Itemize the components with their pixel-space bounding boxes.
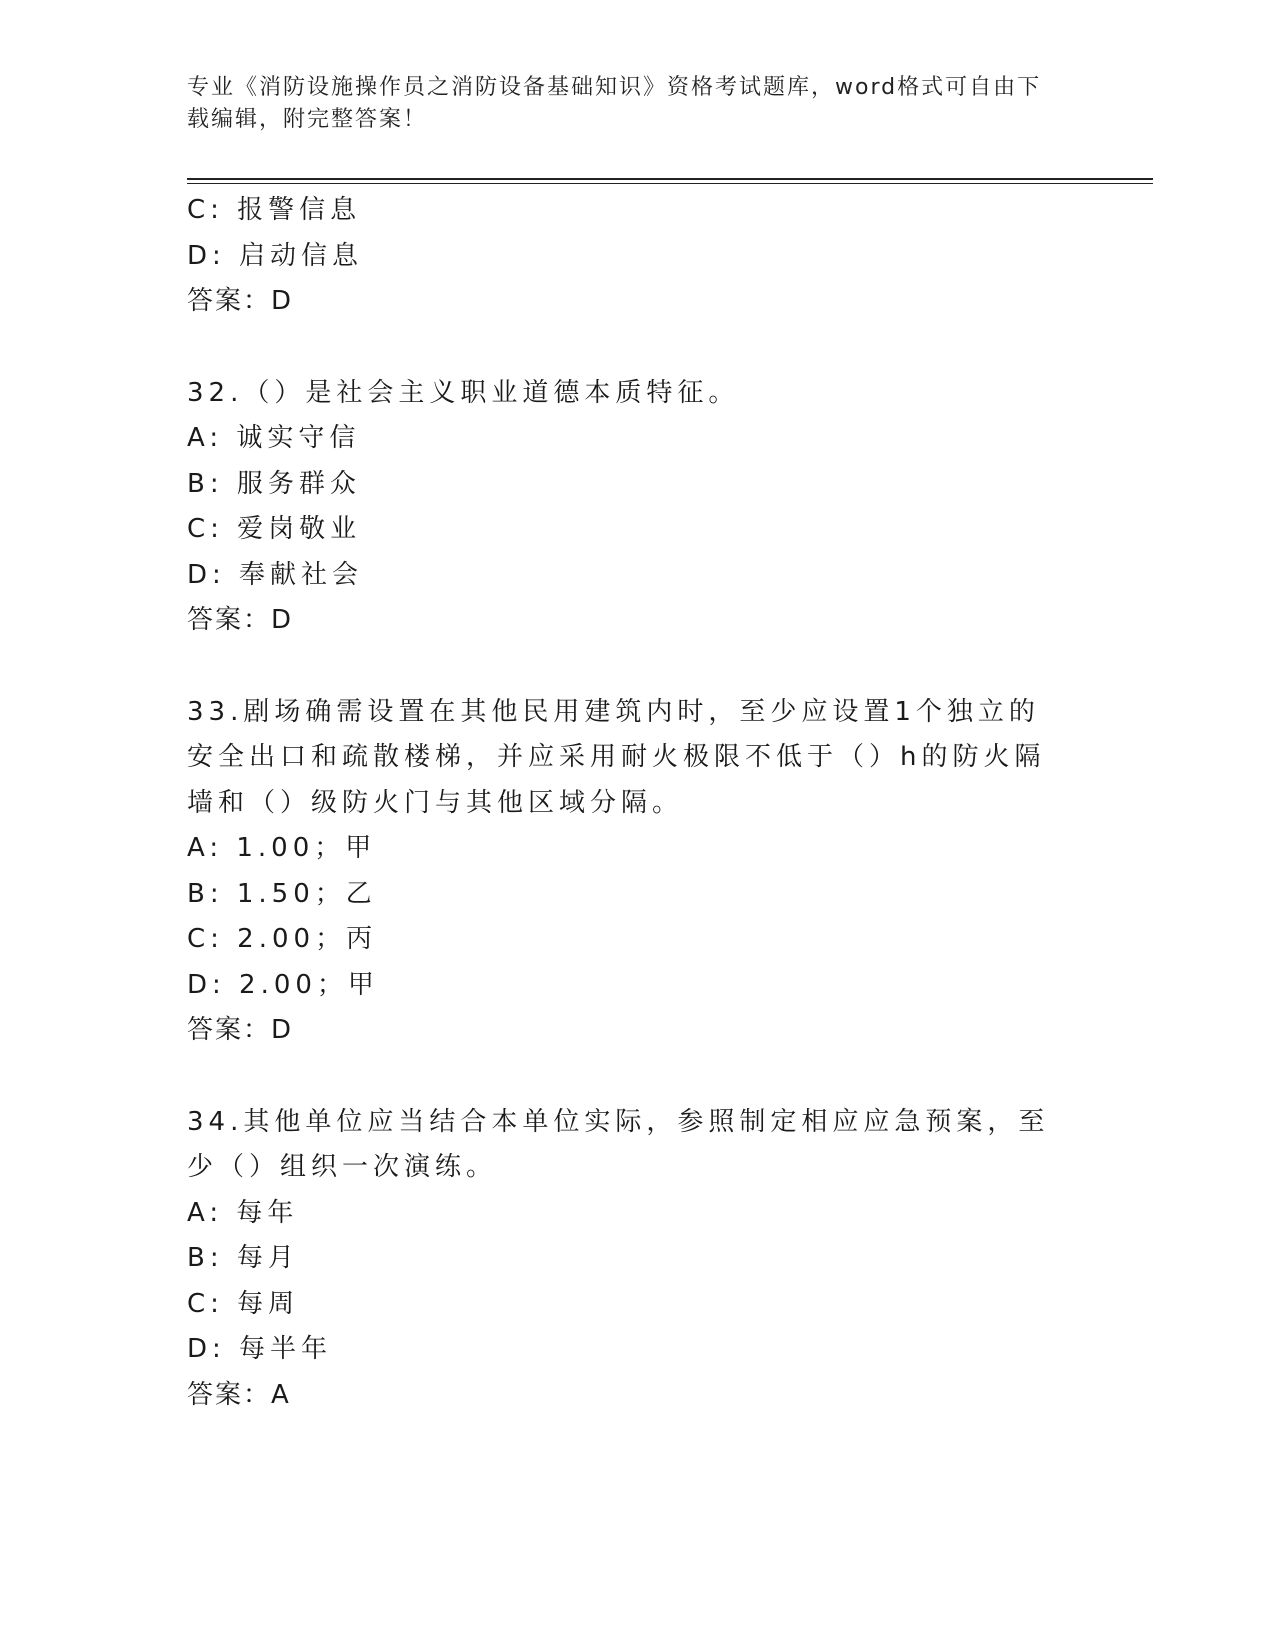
option-d: D: 奉献社会 [187,559,364,590]
spacer [187,644,1087,690]
option-a: A: 每年 [187,1197,299,1228]
option-c: C: 爱岗敬业 [187,514,362,544]
spacer [187,1054,1087,1100]
header-title-line-1: 专业《消防设施操作员之消防设备基础知识》资格考试题库，word格式可自由下 [187,75,1042,100]
option-d: D: 每半年 [187,1334,333,1364]
answer-line: 答案：A [187,1379,291,1410]
option-d: D: 2.00；甲 [187,969,379,1000]
question-33 [187,690,1087,1054]
option-a: A: 诚实守信 [187,423,361,453]
answer-line: 答案：D [187,286,294,316]
answer-line: 答案：D [187,1015,294,1045]
question-34 [187,1100,1087,1419]
option-b: B: 1.50；乙 [187,878,377,909]
header-divider-thick [187,178,1153,180]
question-stem: 34.其他单位应当结合本单位实际，参照制定相应应急预案，至少（）组织一次演练。 [187,1106,1050,1182]
option-c: C: 2.00；丙 [187,924,378,954]
option-b: B: 服务群众 [187,468,361,499]
option-d: D: 启动信息 [187,240,364,271]
spacer [187,325,1087,371]
option-a: A: 1.00；甲 [187,833,377,863]
question-32 [187,371,1087,644]
question-list [187,188,1087,1418]
question-stem: 32.（）是社会主义职业道德本质特征。 [187,377,740,408]
option-c: C: 报警信息 [187,195,362,225]
answer-line: 答案：D [187,605,294,635]
header-title-line-2: 载编辑，附完整答案！ [187,107,428,132]
option-b: B: 每月 [187,1243,299,1273]
question-stem: 33.剧场确需设置在其他民用建筑内时，至少应设置1个独立的安全出口和疏散楼梯，并应采用耐火极限不低于（）h的防火隔墙和（）级防火门与其他区域分隔。 [187,696,1046,818]
document-header [187,72,1067,136]
header-divider-thin [187,183,1153,184]
option-c: C: 每周 [187,1288,300,1319]
previous-question-tail [187,188,1087,325]
